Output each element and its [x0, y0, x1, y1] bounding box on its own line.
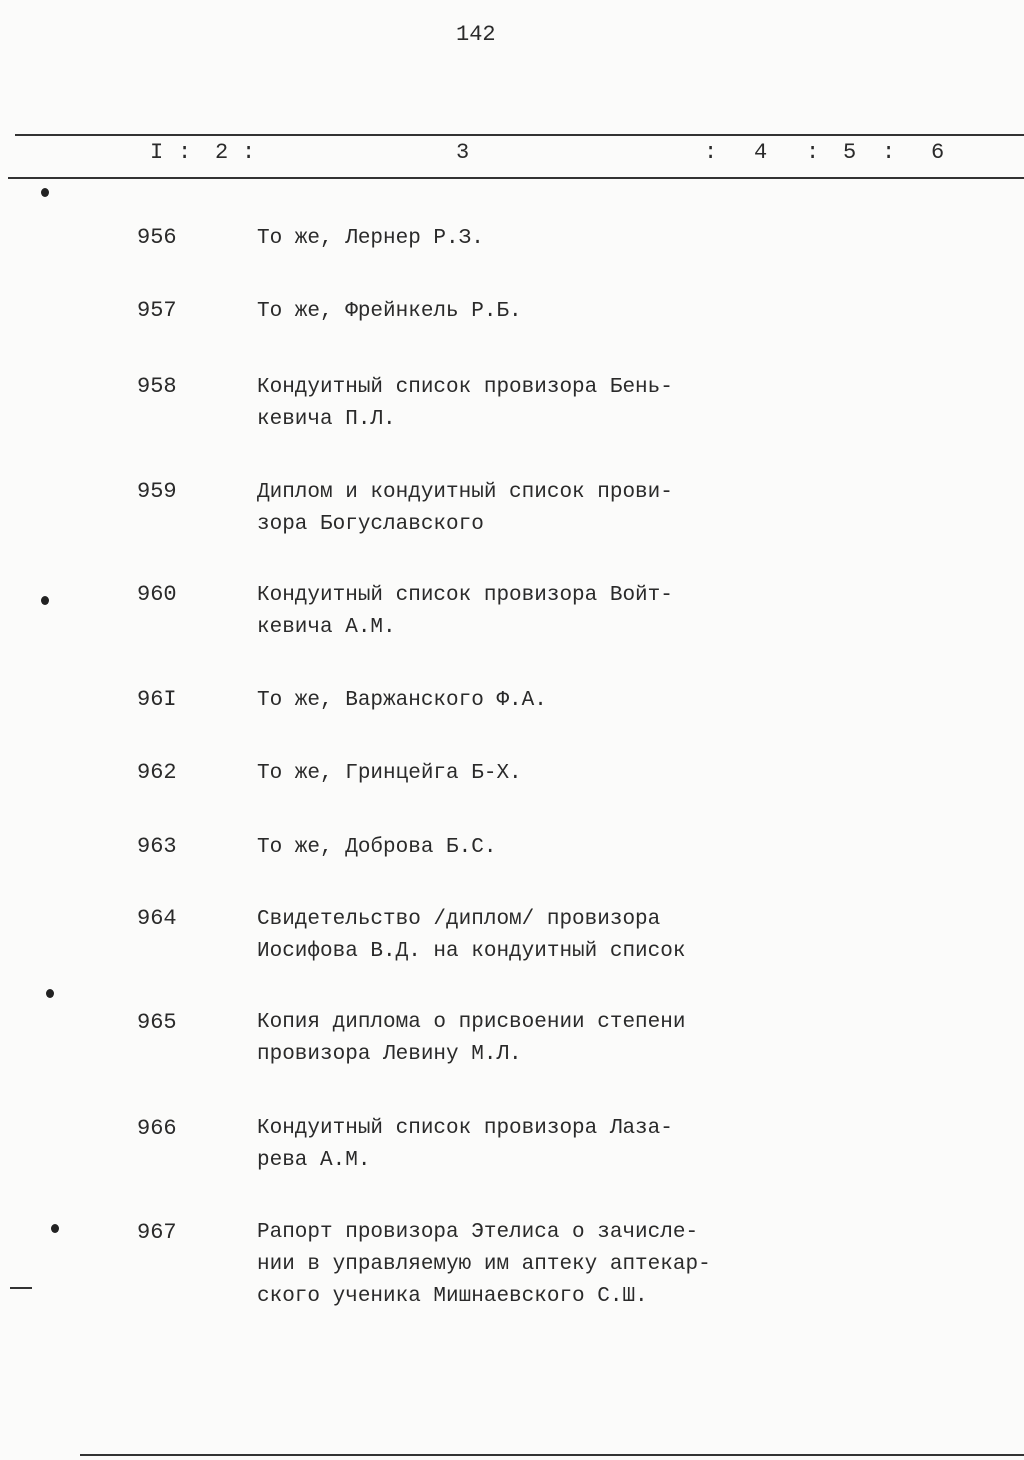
entry-number: 957: [137, 298, 177, 323]
entry-text: Кондуитный список провизора Лаза-: [257, 1117, 673, 1140]
entry-text: Рапорт провизора Этелиса о зачисле-: [257, 1221, 699, 1244]
column-1-header: I: [150, 140, 164, 165]
entry-number: 959: [137, 479, 177, 504]
entry-text: кевича П.Л.: [257, 408, 396, 431]
entry-text: Иосифова В.Д. на кондуитный список: [257, 940, 686, 963]
entry-text: То же, Лернер Р.З.: [257, 227, 484, 250]
column-separator: :: [242, 140, 256, 165]
entry-text: нии в управляемую им аптеку аптекар-: [257, 1253, 711, 1276]
header-top-rule: [15, 134, 1024, 136]
entry-number: 96I: [137, 687, 177, 712]
entry-text: Диплом и кондуитный список прови-: [257, 481, 673, 504]
column-4-header: 4: [754, 140, 768, 165]
margin-mark: [46, 989, 54, 998]
entry-number: 966: [137, 1116, 177, 1141]
margin-dash: [10, 1287, 32, 1289]
header-bottom-rule: [8, 177, 1024, 179]
entry-text: кевича А.М.: [257, 616, 396, 639]
entry-text: Кондуитный список провизора Войт-: [257, 584, 673, 607]
entry-number: 962: [137, 760, 177, 785]
entry-text: ского ученика Мишнаевского С.Ш.: [257, 1285, 648, 1308]
entry-text: рева А.М.: [257, 1149, 371, 1172]
entry-number: 956: [137, 225, 177, 250]
page-number: 142: [456, 22, 496, 47]
entry-number: 960: [137, 582, 177, 607]
entry-text: То же, Фрейнкель Р.Б.: [257, 300, 522, 323]
entry-number: 964: [137, 906, 177, 931]
entry-text: Свидетельство /диплом/ провизора: [257, 908, 661, 931]
entry-text: То же, Гринцейга Б-Х.: [257, 762, 522, 785]
bottom-rule: [80, 1454, 1024, 1456]
entry-text: Кондуитный список провизора Бень-: [257, 376, 673, 399]
column-separator: :: [806, 140, 820, 165]
margin-mark: [41, 596, 49, 605]
column-3-header: 3: [456, 140, 470, 165]
column-6-header: 6: [931, 140, 945, 165]
column-separator: :: [178, 140, 192, 165]
margin-mark: [51, 1224, 59, 1233]
margin-mark: [41, 188, 49, 197]
entry-number: 963: [137, 834, 177, 859]
column-separator: :: [882, 140, 896, 165]
entry-text: зора Богуславского: [257, 513, 484, 536]
entry-text: То же, Доброва Б.С.: [257, 836, 497, 859]
entry-text: Копия диплома о присвоении степени: [257, 1011, 686, 1034]
column-5-header: 5: [843, 140, 857, 165]
entry-text: То же, Варжанского Ф.А.: [257, 689, 547, 712]
column-2-header: 2: [215, 140, 229, 165]
entry-number: 958: [137, 374, 177, 399]
column-separator: :: [704, 140, 718, 165]
entry-number: 967: [137, 1220, 177, 1245]
entry-text: провизора Левину М.Л.: [257, 1043, 522, 1066]
entry-number: 965: [137, 1010, 177, 1035]
